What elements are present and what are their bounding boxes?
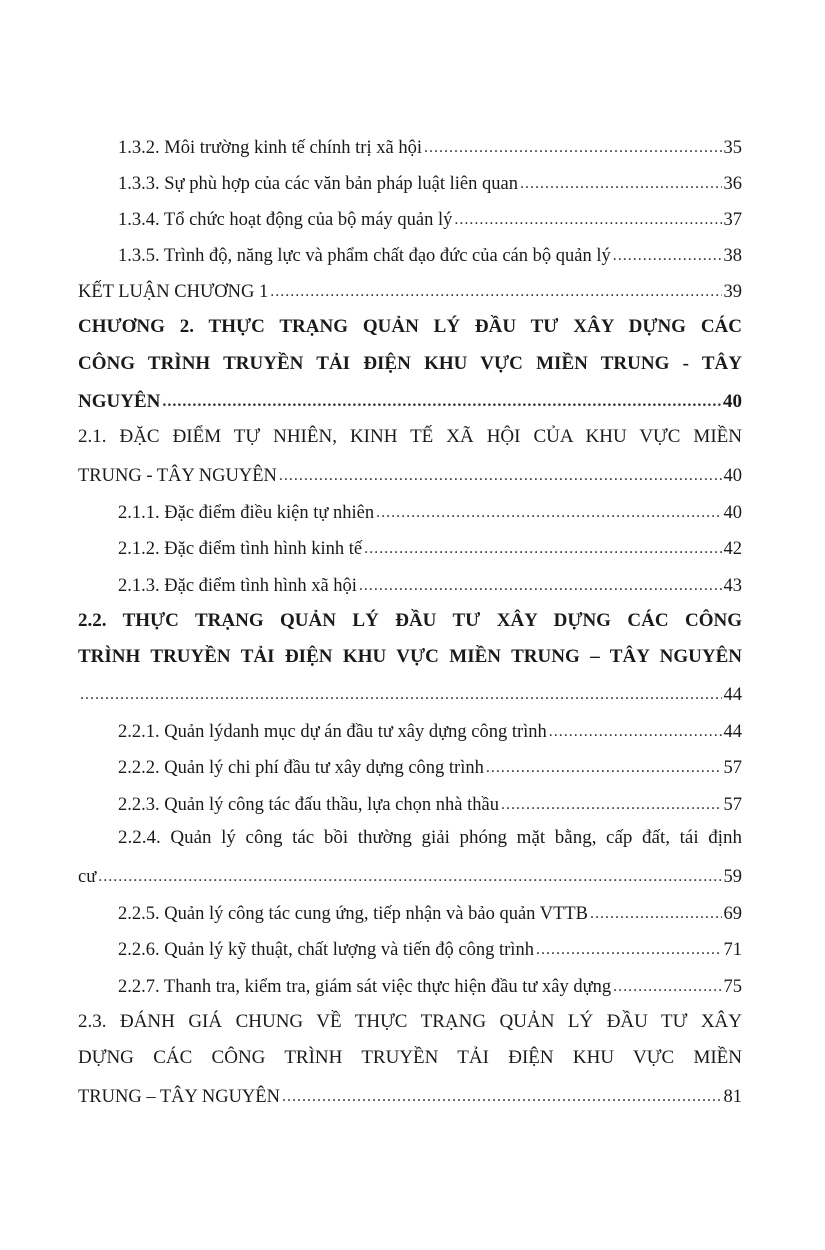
- toc-leader-dots: [549, 720, 722, 744]
- toc-entry-text: 2.2.2. Quản lý chi phí đầu tư xây dựng công trình: [118, 758, 484, 778]
- toc-entry-1-3-4[interactable]: [118, 204, 742, 232]
- toc-section-2-3-line-1[interactable]: 2.3. ĐÁNH GIÁ CHUNG VỀ THỰC TRẠNG QUẢN LÝ ĐẦU TƯ XÂY: [78, 1011, 742, 1032]
- toc-entry-1-3-5[interactable]: [118, 240, 742, 268]
- toc-leader-dots: [376, 501, 721, 525]
- toc-entry-text: 2.1.2. Đặc điểm tình hình kinh tế: [118, 539, 363, 559]
- toc-entry-2-2-4-line-1[interactable]: 2.2.4. Quản lý công tác bồi thường giải phóng mặt bằng, cấp đất, tái định: [118, 827, 742, 848]
- toc-leader-dots: [613, 244, 722, 268]
- toc-entry-text: 2.2.5. Quản lý công tác cung ứng, tiếp nhận và bảo quản VTTB: [118, 904, 589, 924]
- toc-entry-text: TRUNG – TÂY NGUYÊN: [78, 1087, 280, 1107]
- toc-page-number: 43: [723, 576, 742, 596]
- toc-page-number: 57: [723, 758, 742, 778]
- toc-section-2-1-line-1[interactable]: 2.1. ĐẶC ĐIỂM TỰ NHIÊN, KINH TẾ XÃ HỘI CỦA KHU VỰC MIỀN: [78, 426, 742, 447]
- toc-page-number: 42: [723, 539, 742, 559]
- toc-entry-ket-luan-chuong-1[interactable]: [78, 276, 742, 304]
- toc-entry-text: 1.3.2. Môi trường kinh tế chính trị xã hội: [118, 138, 422, 158]
- toc-entry-1-3-3[interactable]: [118, 168, 742, 196]
- toc-section-2-3-line-3[interactable]: [78, 1081, 742, 1109]
- toc-entry-text: KẾT LUẬN CHƯƠNG 1: [78, 282, 269, 302]
- toc-entry-2-2-3[interactable]: [118, 789, 742, 817]
- toc-page-number: 35: [723, 138, 742, 158]
- toc-page-number: 38: [723, 246, 742, 266]
- toc-leader-dots: [282, 1085, 722, 1109]
- toc-entry-2-2-4-line-2[interactable]: [78, 861, 742, 889]
- toc-entry-text: TRUNG - TÂY NGUYÊN: [78, 466, 277, 486]
- toc-section-2-1-line-2[interactable]: [78, 460, 742, 488]
- toc-page-number: 40: [723, 391, 742, 412]
- toc-leader-dots: [454, 208, 721, 232]
- toc-page-number: 59: [723, 867, 742, 887]
- toc-page-number: 81: [723, 1087, 742, 1107]
- toc-leader-dots: [270, 280, 721, 304]
- toc-entry-text: 2.2.7. Thanh tra, kiểm tra, giám sát việc thực hiện đầu tư xây dựng: [118, 977, 612, 997]
- toc-section-2-2-line-2[interactable]: TRÌNH TRUYỀN TẢI ĐIỆN KHU VỰC MIỀN TRUNG – TÂY NGUYÊN: [78, 646, 742, 667]
- toc-chapter-2-line-2[interactable]: CÔNG TRÌNH TRUYỀN TẢI ĐIỆN KHU VỰC MIỀN TRUNG - TÂY: [78, 353, 742, 374]
- toc-entry-2-2-7[interactable]: [118, 971, 742, 999]
- toc-leader-dots: [501, 793, 722, 817]
- toc-leader-dots: [613, 975, 721, 999]
- toc-entry-2-2-6[interactable]: [118, 934, 742, 962]
- toc-entry-2-2-2[interactable]: [118, 752, 742, 780]
- toc-entry-text: 2.2.1. Quản lýdanh mục dự án đầu tư xây dựng công trình: [118, 722, 547, 742]
- toc-chapter-2-line-3[interactable]: [78, 386, 742, 414]
- toc-entry-1-3-2[interactable]: [118, 132, 742, 160]
- toc-page-number: 37: [723, 210, 742, 230]
- toc-section-2-3-line-2[interactable]: DỰNG CÁC CÔNG TRÌNH TRUYỀN TẢI ĐIỆN KHU VỰC MIỀN: [78, 1047, 742, 1068]
- toc-section-2-2-line-3[interactable]: [78, 679, 742, 707]
- toc-leader-dots: [590, 902, 721, 926]
- toc-chapter-2-line-1[interactable]: CHƯƠNG 2. THỰC TRẠNG QUẢN LÝ ĐẦU TƯ XÂY DỰNG CÁC: [78, 316, 742, 337]
- toc-leader-dots: [80, 683, 722, 707]
- toc-entry-2-1-3[interactable]: [118, 570, 742, 598]
- toc-entry-2-2-5[interactable]: [118, 898, 742, 926]
- toc-entry-2-1-2[interactable]: [118, 533, 742, 561]
- toc-leader-dots: [486, 756, 722, 780]
- toc-leader-dots: [162, 390, 721, 414]
- toc-page-number: 44: [723, 685, 742, 705]
- toc-page-number: 40: [723, 503, 742, 523]
- toc-entry-text: NGUYÊN: [78, 391, 161, 412]
- toc-leader-dots: [520, 172, 722, 196]
- toc-entry-text: 1.3.5. Trình độ, năng lực và phẩm chất đạo đức của cán bộ quản lý: [118, 246, 611, 266]
- toc-entry-text: 1.3.4. Tổ chức hoạt động của bộ máy quản lý: [118, 210, 453, 230]
- toc-entry-text: cư: [78, 867, 97, 887]
- toc-entry-text: 1.3.3. Sự phù hợp của các văn bản pháp luật liên quan: [118, 174, 518, 194]
- toc-leader-dots: [98, 865, 721, 889]
- toc-entry-text: 2.1.3. Đặc điểm tình hình xã hội: [118, 576, 357, 596]
- toc-leader-dots: [536, 938, 722, 962]
- toc-page-number: 75: [723, 977, 742, 997]
- toc-page-number: 69: [723, 904, 742, 924]
- toc-page-number: 44: [723, 722, 742, 742]
- toc-page-number: 71: [723, 940, 742, 960]
- toc-section-2-2-line-1[interactable]: 2.2. THỰC TRẠNG QUẢN LÝ ĐẦU TƯ XÂY DỰNG CÁC CÔNG: [78, 610, 742, 631]
- toc-page-number: 36: [723, 174, 742, 194]
- toc-page-number: 40: [723, 466, 742, 486]
- toc-leader-dots: [424, 136, 722, 160]
- toc-entry-text: 2.2.3. Quản lý công tác đấu thầu, lựa chọn nhà thầu: [118, 795, 499, 815]
- toc-page-number: 57: [723, 795, 742, 815]
- toc-entry-text: 2.2.6. Quản lý kỹ thuật, chất lượng và tiến độ công trình: [118, 940, 534, 960]
- toc-entry-2-1-1[interactable]: [118, 497, 742, 525]
- toc-page-number: 39: [723, 282, 742, 302]
- toc-leader-dots: [364, 537, 721, 561]
- toc-leader-dots: [279, 464, 722, 488]
- toc-leader-dots: [359, 574, 722, 598]
- toc-entry-2-2-1[interactable]: [118, 716, 742, 744]
- toc-entry-text: 2.1.1. Đặc điểm điều kiện tự nhiên: [118, 503, 375, 523]
